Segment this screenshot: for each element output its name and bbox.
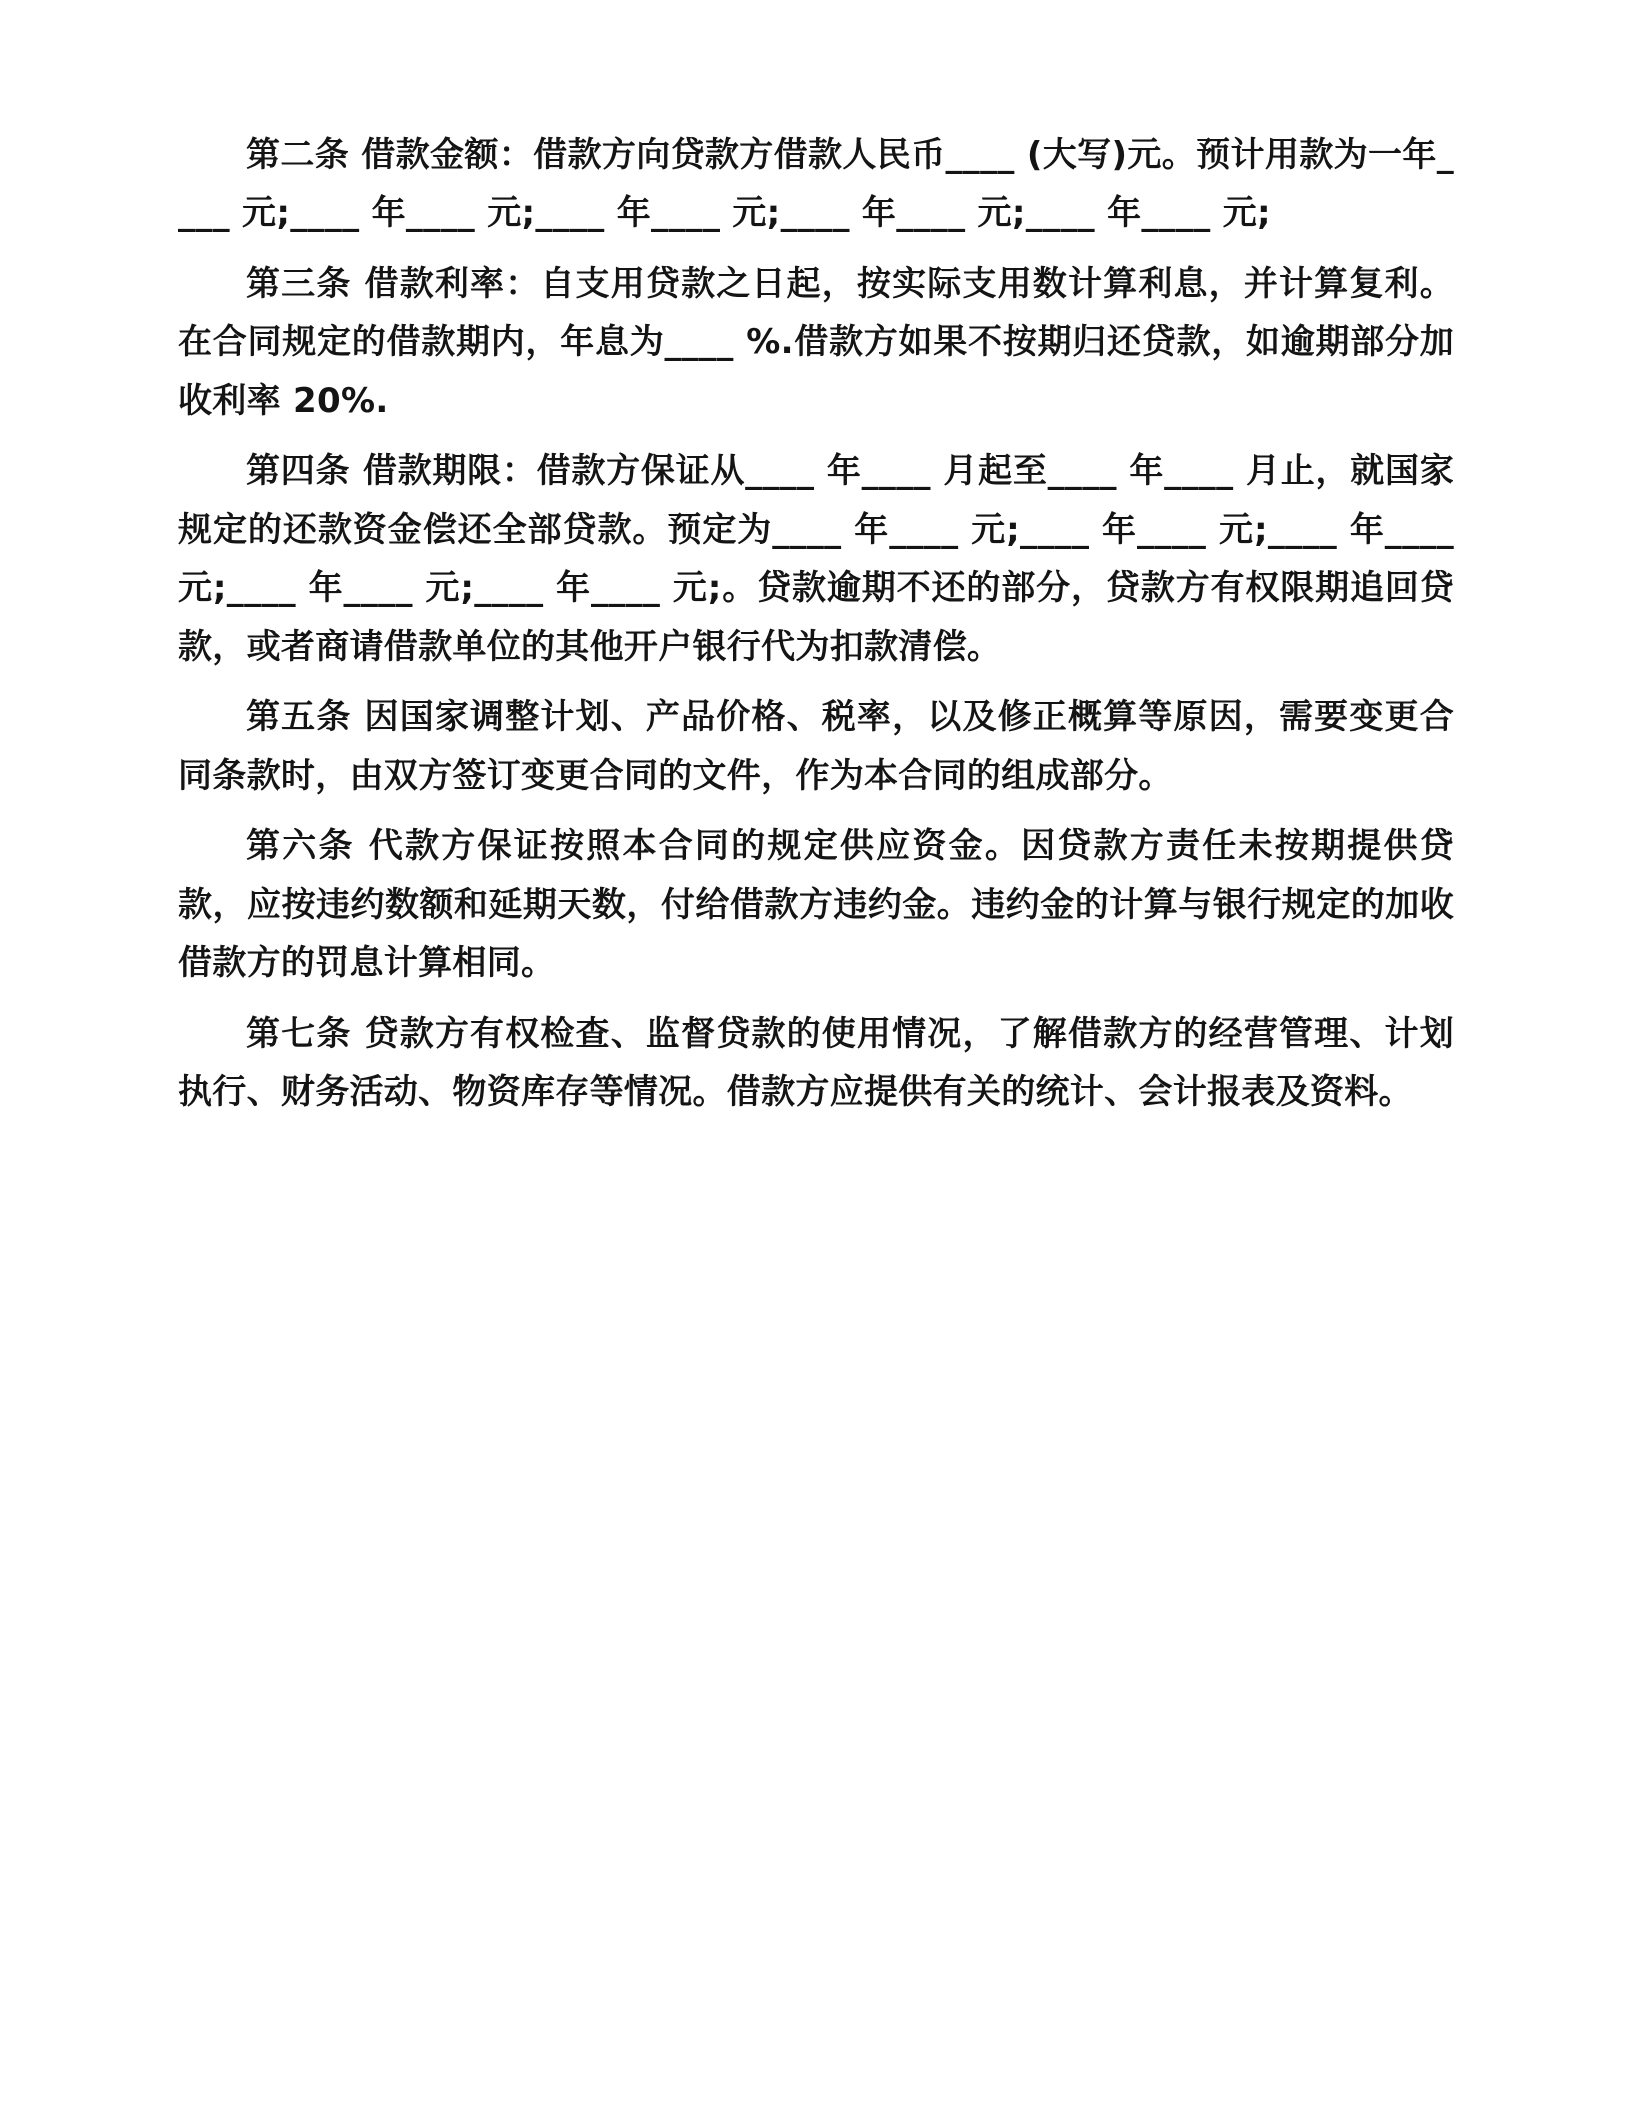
contract-body: [178, 126, 1454, 1122]
contract-paragraph-article-4: 第四条 借款期限：借款方保证从____ 年____ 月起至____ 年____ 月止，就国家规定的还款资金偿还全部贷款。预定为____ 年____ 元;____ 年____ 元;____ 年____ 元;____ 年____ 元;____ 年____ 元;。贷款逾期不还的部分，贷款方有权限期追回贷款，或者商请借款单位的其他开户银行代为扣款清偿。: [178, 451, 1454, 667]
contract-paragraph-article-7: 第七条 贷款方有权检查、监督贷款的使用情况，了解借款方的经营管理、计划执行、财务活动、物资库存等情况。借款方应提供有关的统计、会计报表及资料。: [178, 1013, 1454, 1113]
contract-paragraph-article-6: 第六条 代款方保证按照本合同的规定供应资金。因贷款方责任未按期提供贷款，应按违约数额和延期天数，付给借款方违约金。违约金的计算与银行规定的加收借款方的罚息计算相同。: [178, 826, 1454, 984]
contract-paragraph-article-2: 第二条 借款金额：借款方向贷款方借款人民币____ (大写)元。预计用款为一年____ 元;____ 年____ 元;____ 年____ 元;____ 年____ 元;____ 年____ 元;: [178, 135, 1454, 234]
contract-paragraph-article-3: 第三条 借款利率：自支用贷款之日起，按实际支用数计算利息，并计算复利。在合同规定的借款期内，年息为____ %.借款方如果不按期归还贷款，如逾期部分加收利率 20%.: [178, 263, 1454, 421]
contract-paragraph-article-5: 第五条 因国家调整计划、产品价格、税率，以及修正概算等原因，需要变更合同条款时，由双方签订变更合同的文件，作为本合同的组成部分。: [178, 697, 1454, 796]
